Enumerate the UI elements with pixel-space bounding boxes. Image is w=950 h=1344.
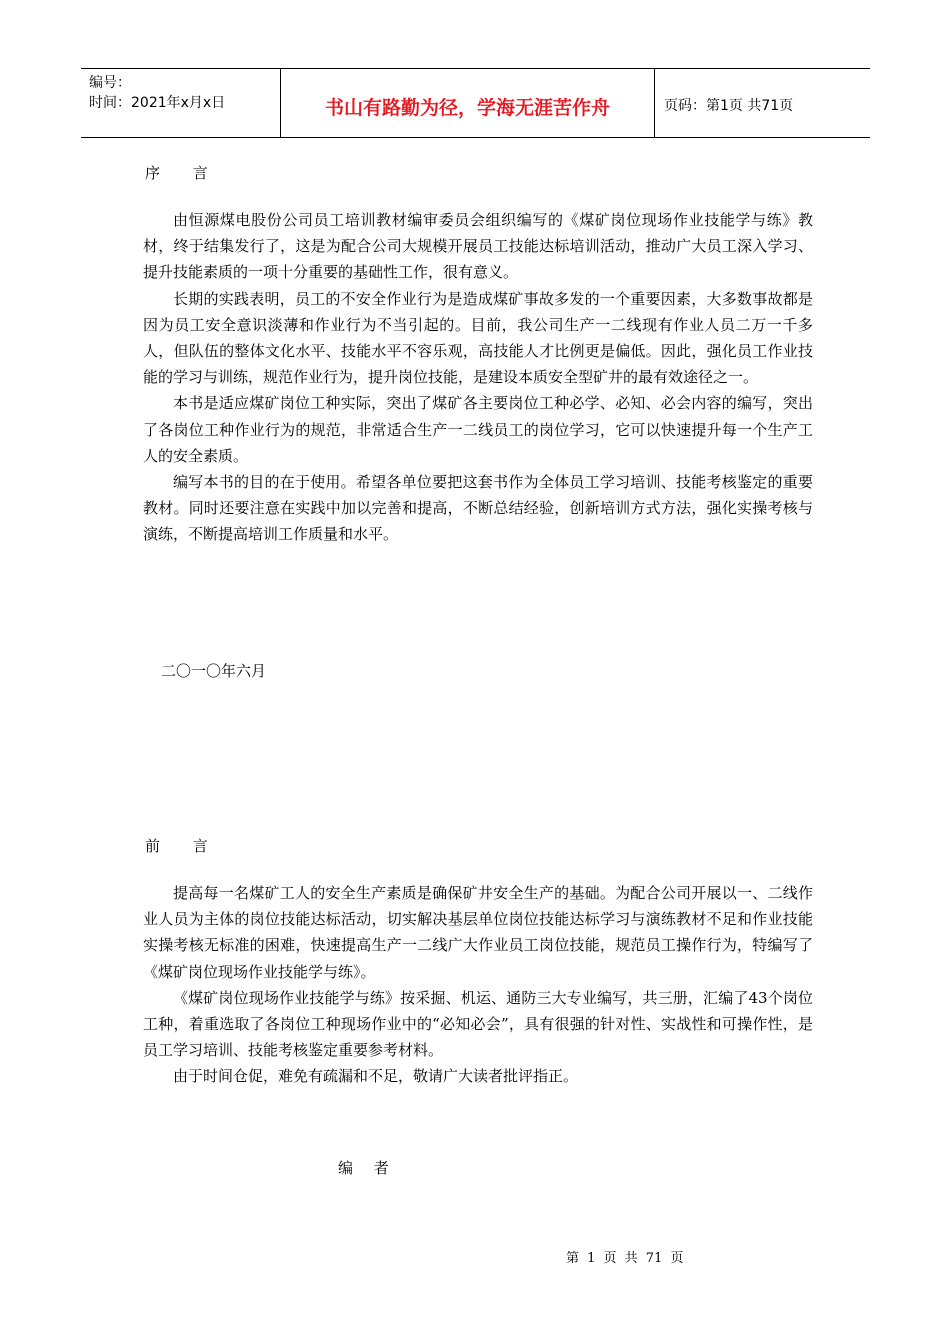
preface-date: 二〇一〇年六月 bbox=[161, 662, 267, 680]
foreword-body bbox=[143, 880, 813, 1090]
preface-paragraph: 由恒源煤电股份公司员工培训教材编审委员会组织编写的《煤矿岗位现场作业技能学与练》教材，终于结集发行了，这是为配合公司大规模开展员工技能达标培训活动，推动广大员工深入学习、提升技能素质的一项十分重要的基础性工作，很有意义。 bbox=[143, 211, 813, 282]
header-motto: 书山有路勤为径，学海无涯苦作舟 bbox=[281, 69, 655, 137]
foreword-paragraph: 《煤矿岗位现场作业技能学与练》按采掘、机运、通防三大专业编写，共三册，汇编了43个岗位工种，着重选取了各岗位工种现场作业中的“必知必会”，具有很强的针对性、实战性和可操作性，是员工学习培训、技能考核鉴定重要参考材料。 bbox=[143, 988, 813, 1060]
code-label: 编号： bbox=[89, 75, 131, 91]
preface-body bbox=[143, 207, 813, 548]
foreword-paragraph: 由于时间仓促，难免有疏漏和不足，敬请广大读者批评指正。 bbox=[173, 1067, 579, 1086]
preface-paragraph: 长期的实践表明，员工的不安全作业行为是造成煤矿事故多发的一个重要因素，大多数事故都是因为员工安全意识淡薄和作业行为不当引起的。目前，我公司生产一二线现有作业人员二万一千多人，但队伍的整体文化水平、技能水平不容乐观，高技能人才比例更是偏低。因此，强化员工作业技能的学习与训练，规范作业行为，提升岗位技能，是建设本质安全型矿井的最有效途径之一。 bbox=[143, 289, 813, 387]
preface-paragraph: 编写本书的目的在于使用。希望各单位要把这套书作为全体员工学习培训、技能考核鉴定的重要教材。同时还要注意在实践中加以完善和提高，不断总结经验，创新培训方式方法，强化实操考核与演练，不断提高培训工作质量和水平。 bbox=[143, 473, 813, 544]
header-meta bbox=[81, 69, 281, 137]
header-page-label: 页码：第1页 共71页 bbox=[664, 97, 794, 114]
page-footer: 第 1 页 共 71 页 bbox=[566, 1251, 684, 1266]
foreword-editor: 编 者 bbox=[338, 1159, 397, 1177]
preface-title: 序 言 bbox=[145, 164, 222, 182]
foreword-title: 前 言 bbox=[145, 837, 222, 855]
preface-paragraph: 本书是适应煤矿岗位工种实际，突出了煤矿各主要岗位工种必学、必知、必会内容的编写，突出了各岗位工种作业行为的规范，非常适合生产一二线员工的岗位学习，它可以快速提升每一个生产工人的安全素质。 bbox=[143, 394, 813, 465]
foreword-paragraph: 提高每一名煤矿工人的安全生产素质是确保矿井安全生产的基础。为配合公司开展以一、二线作业人员为主体的岗位技能达标活动，切实解决基层单位岗位技能达标学习与演练教材不足和作业技能实操考核无标准的困难，快速提高生产一二线广大作业员工岗位技能，规范员工操作行为，特编写了《煤矿岗位现场作业技能学与练》。 bbox=[143, 884, 813, 981]
time-label: 时间：2021年x月x日 bbox=[89, 95, 226, 111]
page-header bbox=[81, 68, 870, 138]
